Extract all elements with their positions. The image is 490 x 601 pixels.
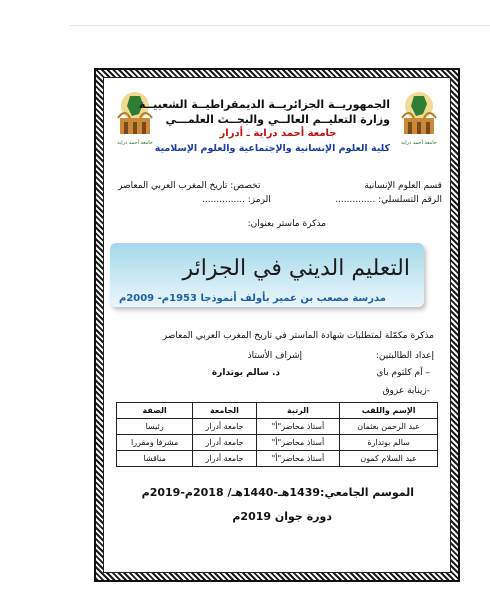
cell-university: جامعة أدرار bbox=[193, 451, 256, 467]
table-row bbox=[117, 419, 438, 435]
republic-heading: الجمهوريــة الجزائريــة الديمقراطيــة الشعبيــة bbox=[138, 98, 390, 111]
table-row bbox=[117, 435, 438, 451]
thesis-title: التعليم الديني في الجزائر bbox=[182, 256, 410, 281]
cell-rank: أستاذ محاضر"أ" bbox=[256, 435, 340, 451]
thesis-purpose-line: مذكرة مكمّلة لمتطلبات شهادة الماستر في تاريخ المغرب العربي المعاصر bbox=[162, 331, 434, 341]
cell-rank: أستاذ محاضر"أ" bbox=[256, 451, 340, 467]
code-label: الرمز: ............... bbox=[202, 195, 271, 205]
header-name: الإسم واللقب bbox=[340, 403, 438, 419]
department-label: قسم العلوم الإنسانية bbox=[364, 181, 442, 191]
cell-role: مشرفا ومقررا bbox=[117, 435, 193, 451]
cell-name: سالم بوتدارة bbox=[340, 435, 438, 451]
university-logo-left-icon bbox=[110, 88, 160, 146]
thesis-title-label: مذكرة ماستر بعنوان: bbox=[247, 219, 326, 229]
students-label: إعداد الطالبتين: bbox=[375, 351, 434, 361]
header-university: الجامعة bbox=[193, 403, 256, 419]
header-rank: الرتبة bbox=[256, 403, 340, 419]
academic-year: الموسم الجامعي:1439هـ-1440هـ/ 2018م-2019م bbox=[141, 486, 414, 499]
faculty-heading: كلية العلوم الإنسانية والإجتماعية والعلوم الإسلامية bbox=[154, 143, 390, 154]
top-separator-line bbox=[70, 25, 490, 26]
jury-table bbox=[116, 402, 438, 467]
specialization-label: تخصص: تاريخ المغرب العربي المعاصر bbox=[118, 181, 261, 191]
logo-caption: جامعة أحمد دراية bbox=[401, 140, 437, 146]
cell-university: جامعة أدرار bbox=[193, 435, 256, 451]
supervision-label: إشراف الأستاذ bbox=[247, 351, 302, 361]
student-name-1: – آم كلثوم باي bbox=[376, 368, 430, 378]
cell-rank: أستاذ محاضر"أ" bbox=[256, 419, 340, 435]
cell-role: مناقشا bbox=[117, 451, 193, 467]
university-logo-right-icon bbox=[394, 88, 444, 146]
session-date: دورة جوان 2019م bbox=[232, 510, 332, 523]
student-name-2: -زينابة عزوق bbox=[382, 386, 430, 396]
cell-name: عبد السلام كمون bbox=[340, 451, 438, 467]
cell-university: جامعة أدرار bbox=[193, 419, 256, 435]
supervisor-name: د. سالم بوتدارة bbox=[211, 368, 280, 378]
table-row bbox=[117, 451, 438, 467]
document-page bbox=[103, 77, 451, 573]
thesis-subtitle: مدرسة مصعب بن عمير بأولف أنموذجا 1953م- 2009م bbox=[118, 293, 386, 304]
ministry-heading: وزارة التعليــم العالــي والبحــث العلمـــي bbox=[165, 113, 390, 126]
cell-role: رئيسا bbox=[117, 419, 193, 435]
university-heading: جامعة أحمد دراية ـ أدرار bbox=[219, 128, 337, 139]
logo-caption: جامعة أحمد دراية bbox=[117, 140, 153, 146]
cell-name: عبد الرحمن بعثمان bbox=[340, 419, 438, 435]
serial-number-label: الرقم التسلسلي: .............. bbox=[335, 195, 442, 205]
header-role: الصفة bbox=[117, 403, 193, 419]
table-header-row bbox=[117, 403, 438, 419]
